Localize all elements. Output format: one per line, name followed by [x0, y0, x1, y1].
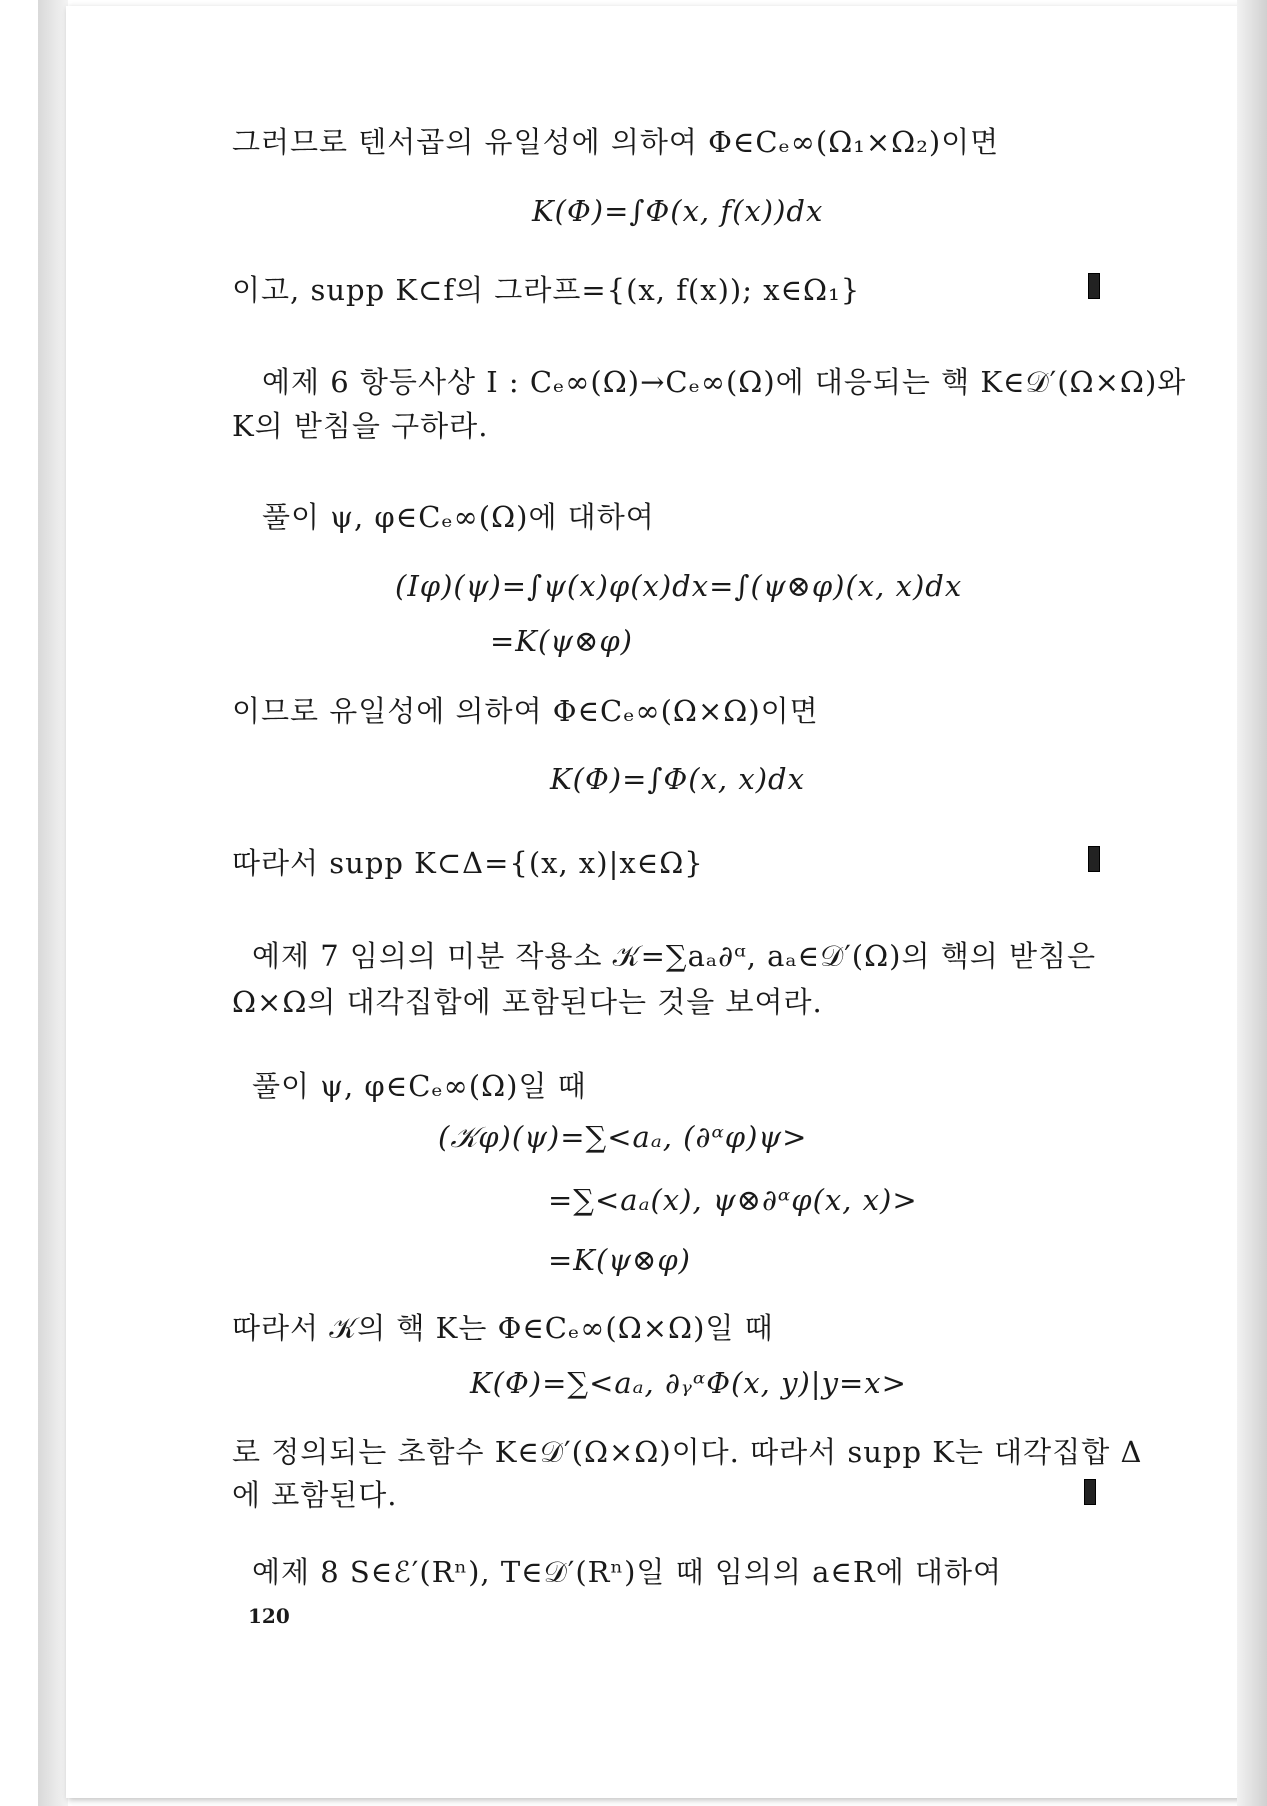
qed-mark — [1084, 1479, 1096, 1505]
qed-mark — [1088, 273, 1100, 299]
equation-line-2: K(Φ)=∫Φ(x, f(x))dx — [532, 194, 824, 228]
example-7-title: 예제 7 임의의 미분 작용소 𝒦=∑aₐ∂ᵅ, aₐ∈𝒟′(Ω)의 핵의 받침은 — [252, 939, 1096, 973]
example-6-title: 예제 6 항등사상 I : Cₑ∞(Ω)→Cₑ∞(Ω)에 대응되는 핵 K∈𝒟′(Ω×Ω)와 — [262, 365, 1187, 399]
qed-mark — [1088, 846, 1100, 872]
equation-line-10: K(Φ)=∫Φ(x, x)dx — [550, 762, 805, 796]
text-line-20: 로 정의되는 초함수 K∈𝒟′(Ω×Ω)이다. 따라서 supp K는 대각집합 Δ — [232, 1435, 1143, 1469]
page-left-edge — [38, 0, 68, 1806]
text-line-9: 이므로 유일성에 의하여 Φ∈Cₑ∞(Ω×Ω)이면 — [232, 694, 819, 728]
solution-7-intro: 풀이 ψ, φ∈Cₑ∞(Ω)일 때 — [252, 1069, 587, 1103]
page-number: 120 — [248, 1604, 290, 1628]
text-line-21: 에 포함된다. — [232, 1478, 398, 1512]
example-8-title: 예제 8 S∈ℰ′(Rⁿ), T∈𝒟′(Rⁿ)일 때 임의의 a∈R에 대하여 — [252, 1555, 1002, 1589]
page-right-edge — [1237, 0, 1267, 1806]
example-7-title-cont: Ω×Ω의 대각집합에 포함된다는 것을 보여라. — [232, 985, 823, 1019]
equation-line-17: =K(ψ⊗φ) — [548, 1243, 691, 1277]
equation-line-7: (Iφ)(ψ)=∫ψ(x)φ(x)dx=∫(ψ⊗φ)(x, x)dx — [395, 569, 963, 603]
text-line-1: 그러므로 텐서곱의 유일성에 의하여 Φ∈Cₑ∞(Ω₁×Ω₂)이면 — [232, 125, 1000, 159]
text-line-3: 이고, supp K⊂f의 그라프={(x, f(x)); x∈Ω₁} — [232, 273, 861, 307]
equation-line-8: =K(ψ⊗φ) — [490, 624, 633, 658]
equation-line-15: (𝒦φ)(ψ)=∑<aₐ, (∂ᵅφ)ψ> — [438, 1120, 808, 1154]
equation-line-19: K(Φ)=∑<aₐ, ∂ᵧᵅΦ(x, y)|y=x> — [470, 1366, 907, 1400]
equation-line-16: =∑<aₐ(x), ψ⊗∂ᵅφ(x, x)> — [548, 1183, 918, 1217]
solution-6-intro: 풀이 ψ, φ∈Cₑ∞(Ω)에 대하여 — [262, 500, 655, 534]
example-6-title-cont: K의 받침을 구하라. — [232, 409, 489, 443]
text-line-11: 따라서 supp K⊂Δ={(x, x)|x∈Ω} — [232, 846, 704, 880]
text-line-18: 따라서 𝒦의 핵 K는 Φ∈Cₑ∞(Ω×Ω)일 때 — [232, 1311, 774, 1345]
